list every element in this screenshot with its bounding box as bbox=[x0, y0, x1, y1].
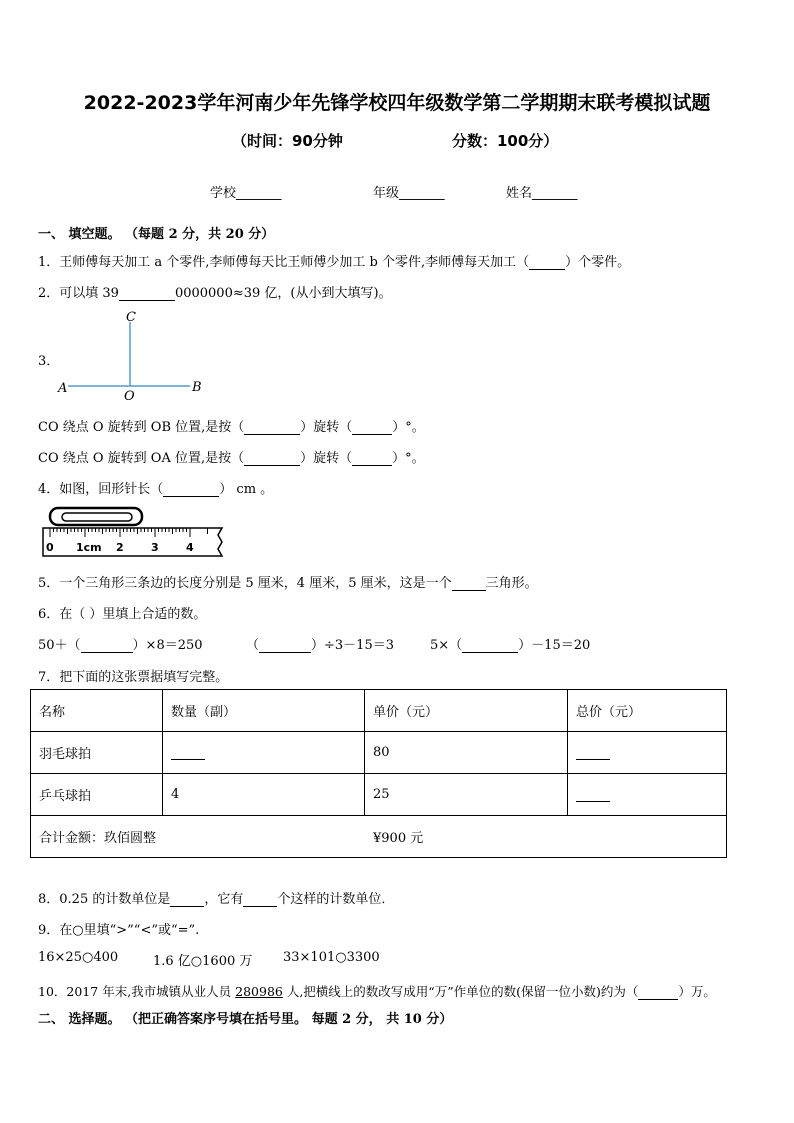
header-name: 名称 bbox=[31, 690, 163, 732]
q8-blank-1 bbox=[170, 894, 204, 907]
cell-quantity: 4 bbox=[163, 774, 365, 816]
header-total-price: 总价（元） bbox=[568, 690, 727, 732]
q6-e1-blank bbox=[81, 640, 133, 653]
section-2-heading: 二、 选择题。 （把正确答案序号填在括号里。 每题 2 分， 共 10 分） bbox=[38, 1012, 453, 1027]
question-2 bbox=[38, 282, 392, 301]
cell-total bbox=[568, 732, 727, 774]
question-10 bbox=[38, 982, 716, 1000]
q3-l2-blank2 bbox=[352, 453, 392, 466]
q3-l1-b: ）旋转（ bbox=[300, 420, 353, 435]
q6-e3-a: 5×（ bbox=[430, 638, 463, 653]
q3-l2-b: ）旋转（ bbox=[300, 451, 353, 466]
q6-expr-3 bbox=[430, 634, 590, 653]
ruler-label-1: 1cm bbox=[76, 541, 102, 554]
q9-expr-1: 16×25○400 bbox=[38, 950, 119, 965]
q3-l1-a: CO 绕点 O 旋转到 OB 位置,是按（ bbox=[38, 420, 245, 435]
q10-text-c: ）万。 bbox=[678, 984, 716, 999]
q3-l1-c: ）°。 bbox=[392, 420, 425, 435]
table-row bbox=[31, 732, 727, 774]
name-field: 姓名_______ bbox=[506, 186, 578, 201]
q8-text-c: 个这样的计数单位． bbox=[277, 892, 395, 907]
q3-l1-blank1 bbox=[244, 422, 300, 435]
cell-item: 乒乓球拍 bbox=[31, 774, 163, 816]
q3-number: 3． bbox=[38, 354, 60, 369]
label-o: O bbox=[124, 389, 135, 404]
cell-quantity bbox=[163, 732, 365, 774]
ruler-body bbox=[43, 528, 222, 556]
q10-number: 280986 bbox=[235, 984, 283, 999]
q10-blank bbox=[638, 987, 678, 1000]
section-1-heading: 一、 填空题。 （每题 2 分，共 20 分） bbox=[38, 227, 275, 242]
question-7: 7．把下面的这张票据填写完整。 bbox=[38, 670, 229, 685]
table-header-row bbox=[31, 690, 727, 732]
question-8 bbox=[38, 888, 394, 907]
question-4 bbox=[38, 478, 273, 497]
q6-expr-1 bbox=[38, 634, 203, 653]
q3-l2-a: CO 绕点 O 旋转到 OA 位置,是按（ bbox=[38, 451, 245, 466]
cell-item: 羽毛球拍 bbox=[31, 732, 163, 774]
ruler-figure bbox=[40, 505, 230, 559]
q4-text-b: ） cm 。 bbox=[219, 482, 274, 497]
page-title: 2022-2023学年河南少年先锋学校四年级数学第二学期期末联考模拟试题 bbox=[83, 92, 711, 114]
school-field: 学校_______ bbox=[210, 186, 282, 201]
q3-line-2 bbox=[38, 447, 425, 466]
total-value: ¥900 元 bbox=[373, 831, 424, 846]
q4-text-a: 4．如图，回形针长（ bbox=[38, 482, 164, 497]
paperclip-inner bbox=[62, 513, 132, 521]
ruler-label-2: 2 bbox=[116, 541, 124, 554]
q9-expr-3: 33×101○3300 bbox=[283, 950, 380, 965]
question-6: 6．在（ ）里填上合适的数。 bbox=[38, 607, 207, 622]
cell-unit-price: 80 bbox=[365, 732, 568, 774]
q3-l1-blank2 bbox=[352, 422, 392, 435]
q10-text-a: 10．2017 年末,我市城镇从业人员 bbox=[38, 984, 236, 999]
question-1 bbox=[38, 251, 630, 270]
q5-blank bbox=[452, 578, 486, 591]
q1-text-a: 1．王师傅每天加工 a 个零件,李师傅每天比王师傅少加工 b 个零件,李师傅每天加工（ bbox=[38, 255, 530, 270]
q1-blank bbox=[529, 257, 565, 270]
question-5 bbox=[38, 572, 538, 591]
table-total-row bbox=[31, 816, 727, 858]
total-cell bbox=[31, 816, 727, 858]
table-row bbox=[31, 774, 727, 816]
label-c: C bbox=[126, 310, 136, 325]
q9-expr-2: 1.6 亿○1600 万 bbox=[153, 954, 253, 969]
question-9: 9．在○里填“>”“<”或“=”. bbox=[38, 923, 200, 938]
ruler-label-0: 0 bbox=[46, 541, 54, 554]
receipt-table bbox=[30, 689, 727, 858]
exam-time: （时间：90分钟 bbox=[232, 132, 343, 150]
q1-text-b: ）个零件。 bbox=[565, 255, 631, 270]
ruler-label-4: 4 bbox=[186, 541, 194, 554]
q3-l2-blank1 bbox=[244, 453, 300, 466]
q3-line-1 bbox=[38, 416, 425, 435]
header-quantity: 数量（副） bbox=[163, 690, 365, 732]
q2-text-a: 2．可以填 39 bbox=[38, 286, 119, 301]
q8-text-a: 8．0.25 的计数单位是 bbox=[38, 892, 171, 907]
cell-total bbox=[568, 774, 727, 816]
q8-text-b: ，它有 bbox=[204, 892, 244, 907]
q6-e3-blank bbox=[462, 640, 518, 653]
q2-blank bbox=[119, 288, 175, 301]
header-unit-price: 单价（元） bbox=[365, 690, 568, 732]
ruler-label-3: 3 bbox=[151, 541, 159, 554]
paperclip-outer bbox=[50, 508, 142, 525]
q6-e3-b: ）－15＝20 bbox=[518, 638, 591, 653]
q8-blank-2 bbox=[243, 894, 277, 907]
label-a: A bbox=[58, 381, 68, 396]
label-b: B bbox=[192, 380, 202, 395]
q6-e1-b: ）×8＝250 bbox=[132, 638, 203, 653]
q10-text-b: 人,把横线上的数改写成用“万”作单位的数(保留一位小数)约为（ bbox=[282, 984, 639, 999]
q6-expr-2 bbox=[246, 634, 394, 653]
q5-text-a: 5．一个三角形三条边的长度分别是 5 厘米，4 厘米，5 厘米，这是一个 bbox=[38, 576, 452, 591]
cell-unit-price: 25 bbox=[365, 774, 568, 816]
q6-e2-a: （ bbox=[246, 638, 260, 653]
q7-r1-total-blank bbox=[576, 747, 610, 760]
q4-blank bbox=[163, 484, 219, 497]
q6-e1-a: 50＋（ bbox=[38, 638, 81, 653]
q7-r2-total-blank bbox=[576, 789, 610, 802]
angle-diagram bbox=[55, 305, 215, 405]
grade-field: 年级_______ bbox=[373, 186, 445, 201]
q6-e2-b: ）÷3－15＝3 bbox=[311, 638, 394, 653]
q7-r1-qty-blank bbox=[171, 747, 205, 760]
q3-l2-c: ）°。 bbox=[392, 451, 425, 466]
q6-e2-blank bbox=[259, 640, 311, 653]
total-label: 合计金额：玖佰圆整 bbox=[39, 831, 157, 846]
exam-score: 分数：100分） bbox=[452, 132, 559, 150]
q2-text-b: 0000000≈39 亿，(从小到大填写)。 bbox=[174, 286, 392, 301]
q5-text-b: 三角形。 bbox=[485, 576, 538, 591]
